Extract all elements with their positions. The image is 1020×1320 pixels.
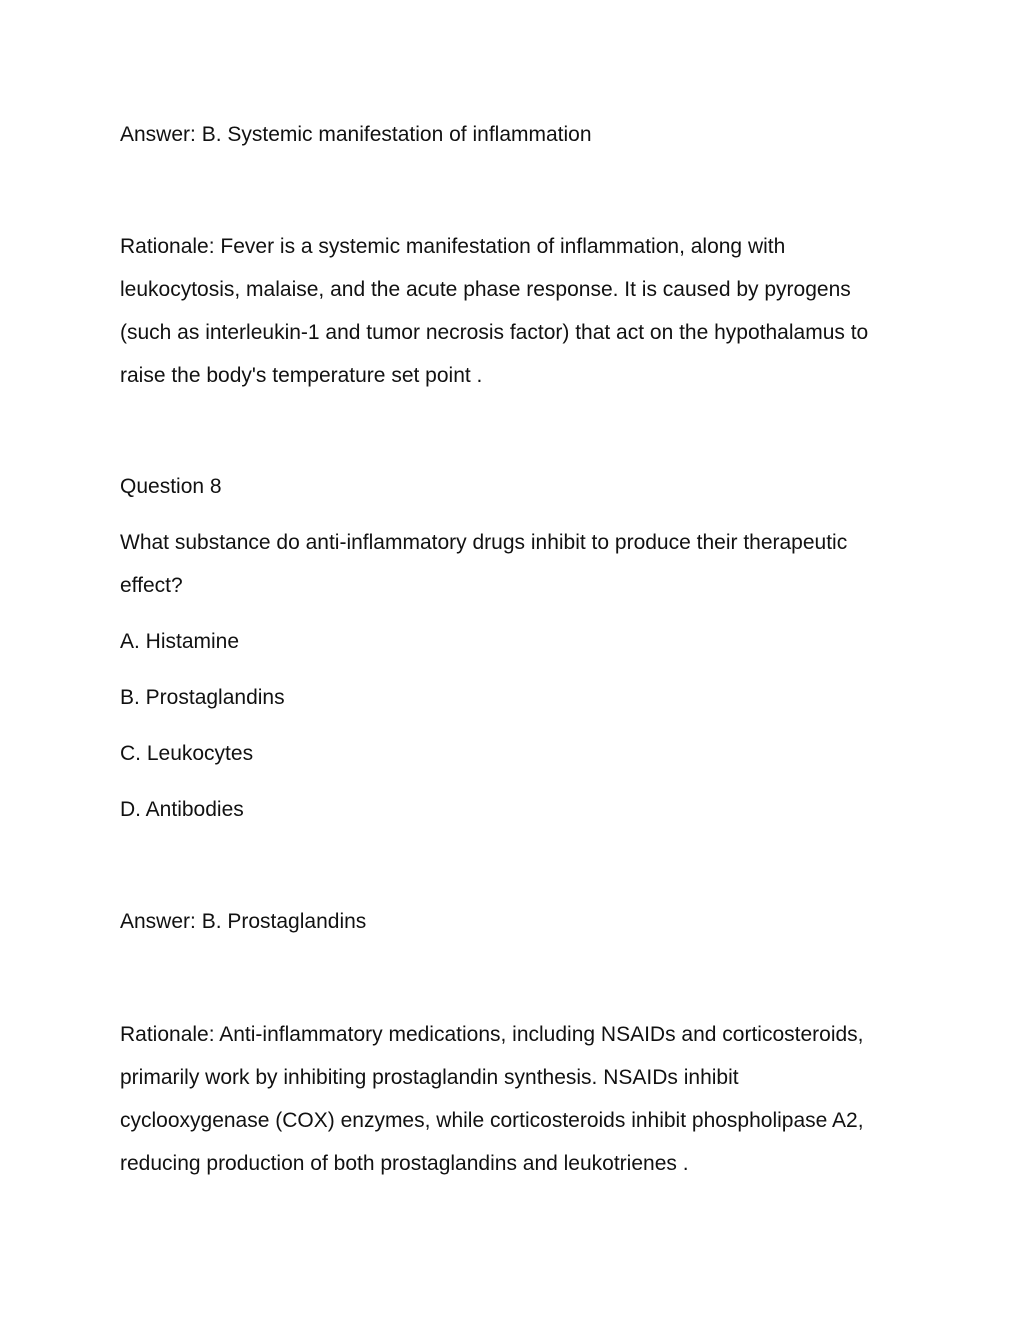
rationale-line: Rationale: Anti-inflammatory medications, including NSAIDs and corticosteroids, [120, 1023, 864, 1046]
rationale-line: leukocytosis, malaise, and the acute phase response. It is caused by pyrogens [120, 278, 851, 301]
prompt-line: effect? [120, 574, 183, 597]
rationale-line: Rationale: Fever is a systemic manifestation of inflammation, along with [120, 235, 786, 258]
previous-rationale [120, 225, 910, 397]
prompt-line: What substance do anti-inflammatory drugs inhibit to produce their therapeutic [120, 531, 848, 554]
question-answer: Answer: B. Prostaglandins [120, 910, 367, 933]
question-rationale [120, 1013, 910, 1185]
previous-answer: Answer: B. Systemic manifestation of inflammation [120, 123, 592, 146]
rationale-line: primarily work by inhibiting prostaglandin synthesis. NSAIDs inhibit [120, 1066, 739, 1089]
rationale-line: reducing production of both prostaglandins and leukotrienes . [120, 1152, 689, 1175]
rationale-line: (such as interleukin-1 and tumor necrosis factor) that act on the hypothalamus to [120, 321, 869, 344]
question-prompt [120, 521, 910, 607]
option-c: C. Leukocytes [120, 742, 254, 765]
option-b: B. Prostaglandins [120, 686, 285, 709]
rationale-line: raise the body's temperature set point . [120, 364, 483, 387]
option-d: D. Antibodies [120, 798, 244, 821]
rationale-line: cyclooxygenase (COX) enzymes, while corticosteroids inhibit phospholipase A2, [120, 1109, 864, 1132]
question-heading: Question 8 [120, 475, 222, 498]
option-a: A. Histamine [120, 630, 240, 653]
